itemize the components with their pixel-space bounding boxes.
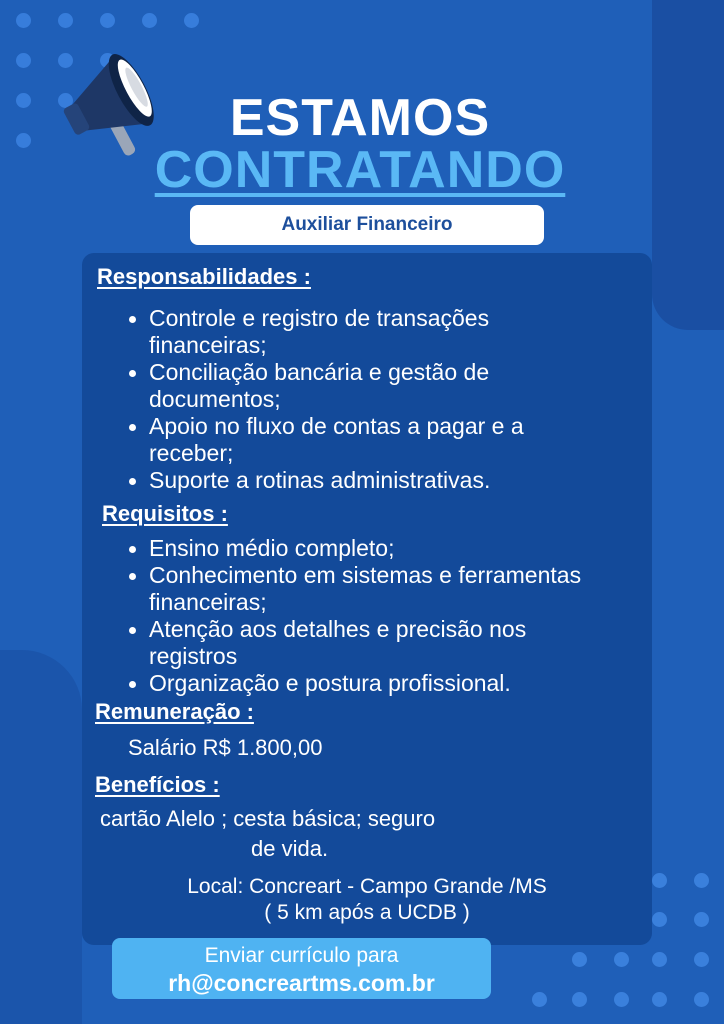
beneficios-line2: de vida. bbox=[251, 836, 329, 861]
headline-contratando: CONTRATANDO bbox=[154, 141, 566, 199]
remuneracao-heading: Remuneração : bbox=[95, 699, 254, 724]
job-role-badge: Auxiliar Financeiro bbox=[190, 205, 544, 245]
location-line2: ( 5 km após a UCDB ) bbox=[264, 901, 470, 924]
list-item: Conciliação bancária e gestão de documentos; bbox=[129, 359, 599, 413]
requisitos-list bbox=[129, 535, 599, 697]
list-item: Apoio no fluxo de contas a pagar e a receber; bbox=[129, 413, 599, 467]
background-shape-left bbox=[0, 650, 82, 1024]
list-item: Ensino médio completo; bbox=[129, 535, 599, 562]
background-shape-right bbox=[652, 0, 724, 330]
contact-email[interactable]: rh@concreartms.com.br bbox=[168, 970, 435, 996]
list-item: Suporte a rotinas administrativas. bbox=[129, 467, 599, 494]
salary-value: Salário R$ 1.800,00 bbox=[128, 735, 323, 760]
responsabilidades-list bbox=[129, 305, 599, 494]
list-item: Controle e registro de transações financeiras; bbox=[129, 305, 599, 359]
beneficios-heading: Benefícios : bbox=[95, 772, 220, 797]
headline-estamos: ESTAMOS bbox=[229, 89, 491, 147]
list-item: Conhecimento em sistemas e ferramentas financeiras; bbox=[129, 562, 599, 616]
list-item: Organização e postura profissional. bbox=[129, 670, 599, 697]
beneficios-line1: cartão Alelo ; cesta básica; seguro bbox=[100, 806, 436, 831]
requisitos-heading: Requisitos : bbox=[102, 501, 228, 526]
list-item: Atenção aos detalhes e precisão nos registros bbox=[129, 616, 599, 670]
location-line1: Local: Concreart - Campo Grande /MS bbox=[187, 875, 547, 898]
send-resume-label: Enviar currículo para bbox=[204, 944, 399, 967]
responsabilidades-heading: Responsabilidades : bbox=[97, 264, 311, 289]
send-resume-button[interactable] bbox=[112, 938, 491, 999]
